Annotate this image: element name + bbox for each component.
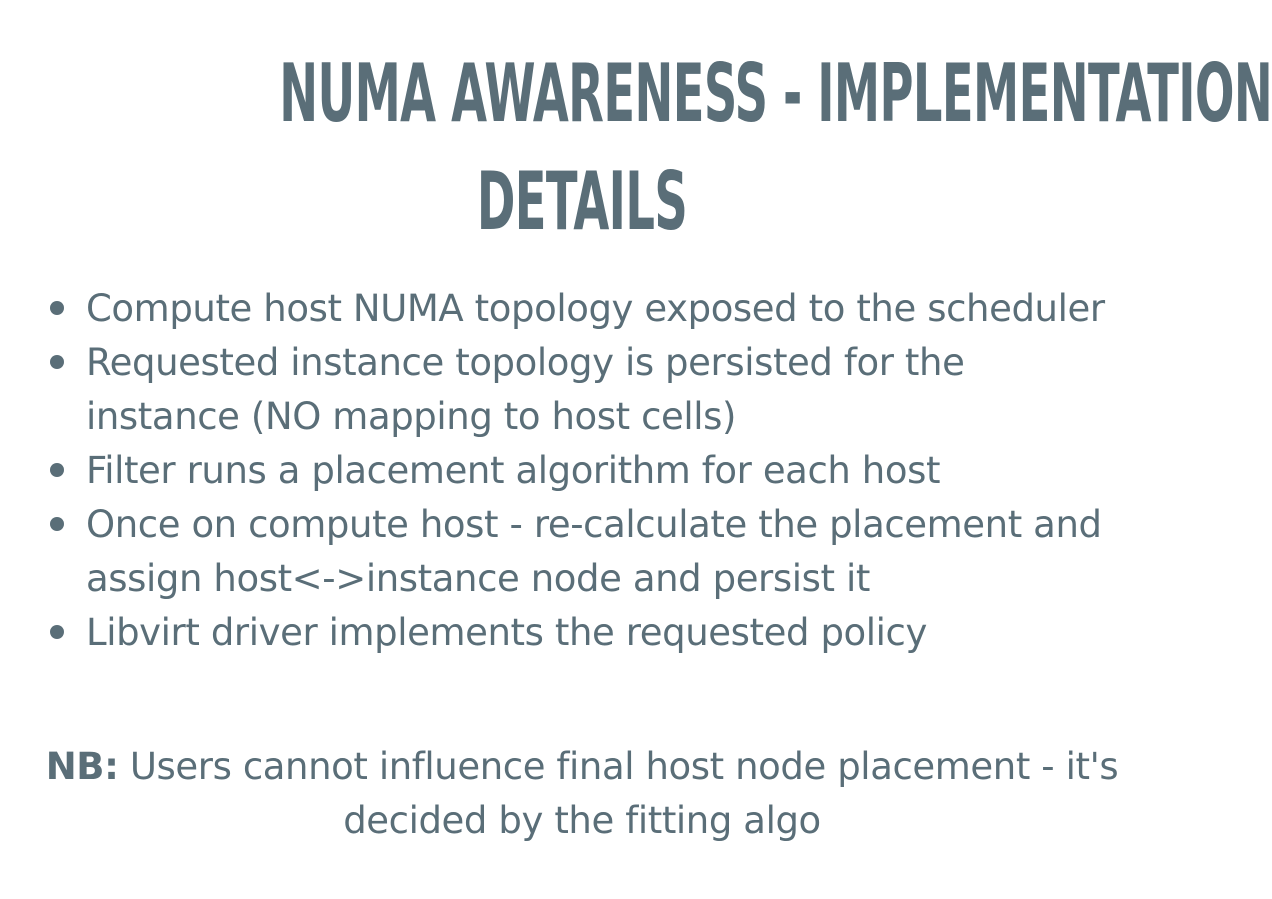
note-text: Users cannot influence final host node placement - it's decided by the fitting algo xyxy=(118,745,1119,842)
slide-title-line-2: DETAILS xyxy=(476,155,688,248)
bullet-text: Filter runs a placement algorithm for each host xyxy=(86,449,941,492)
bullet-text: Requested instance topology is persisted for the instance (NO mapping to host cells) xyxy=(86,341,965,438)
bullet-text: Once on compute host - re-calculate the placement and assign host<->instance node and persist it xyxy=(86,503,1102,600)
note xyxy=(30,740,1134,848)
bullet-item xyxy=(46,444,1126,498)
bullet-item xyxy=(46,282,1126,336)
bullet-dot-icon xyxy=(50,517,64,531)
bullet-item xyxy=(46,498,1126,606)
bullet-dot-icon xyxy=(50,355,64,369)
bullet-text: Compute host NUMA topology exposed to the scheduler xyxy=(86,287,1105,330)
slide-title-line-1: NUMA AWARENESS - IMPLEMENTATION xyxy=(279,47,1272,140)
bullet-dot-icon xyxy=(50,463,64,477)
bullet-item xyxy=(46,336,1126,444)
note-label: NB: xyxy=(45,745,119,788)
bullet-item xyxy=(46,606,1126,660)
bullet-text: Libvirt driver implements the requested policy xyxy=(86,611,927,654)
bullet-dot-icon xyxy=(50,625,64,639)
bullet-list xyxy=(46,282,1126,660)
bullet-dot-icon xyxy=(50,301,64,315)
